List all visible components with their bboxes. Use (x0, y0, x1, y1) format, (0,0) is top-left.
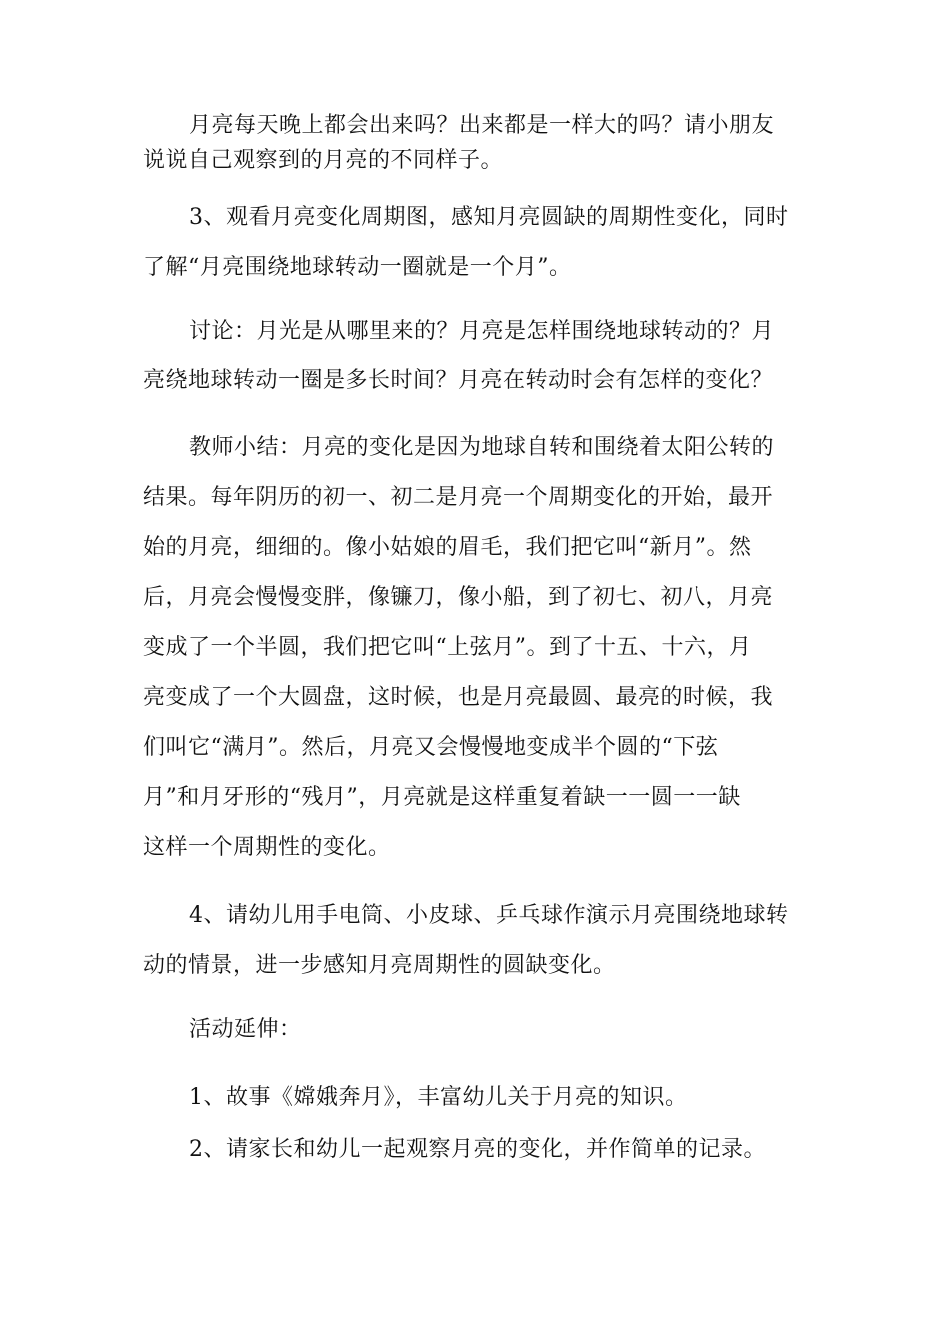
text-line: 3、观看月亮变化周期图，感知月亮圆缺的周期性变化，同时 (189, 205, 789, 230)
text-line: 了解“月亮围绕地球转动一圈就是一个月”。 (143, 255, 572, 280)
text-line: 后，月亮会慢慢变胖，像镰刀，像小船，到了初七、初八，月亮 (143, 585, 774, 610)
text-line: 变成了一个半圆，我们把它叫“上弦月”。到了十五、十六，月 (143, 635, 752, 660)
text-line: 2、请家长和幼儿一起观察月亮的变化，并作简单的记录。 (189, 1137, 766, 1162)
text-line: 亮变成了一个大圆盘，这时候，也是月亮最圆、最亮的时候，我 (143, 685, 774, 710)
text-line: 说说自己观察到的月亮的不同样子。 (143, 148, 504, 173)
text-line: 4、请幼儿用手电筒、小皮球、乒乓球作演示月亮围绕地球转 (189, 903, 789, 928)
text-line: 结果。每年阴历的初一、初二是月亮一个周期变化的开始，最开 (143, 485, 774, 510)
text-line: 动的情景，进一步感知月亮周期性的圆缺变化。 (143, 953, 616, 978)
text-line: 这样一个周期性的变化。 (143, 835, 391, 860)
text-line: 1、故事《嫦娥奔月》，丰富幼儿关于月亮的知识。 (189, 1085, 688, 1110)
text-line: 月亮每天晚上都会出来吗？出来都是一样大的吗？请小朋友 (189, 113, 775, 138)
text-line: 们叫它“满月”。然后，月亮又会慢慢地变成半个圆的“下弦 (143, 735, 719, 760)
text-line: 始的月亮，细细的。像小姑娘的眉毛，我们把它叫“新月”。然 (143, 535, 752, 560)
section-heading: 活动延伸： (189, 1017, 302, 1042)
text-line: 亮绕地球转动一圈是多长时间？月亮在转动时会有怎样的变化？ (143, 368, 774, 393)
text-line: 月”和月牙形的“残月”，月亮就是这样重复着缺一一圆一一缺 (143, 785, 741, 810)
text-line: 教师小结：月亮的变化是因为地球自转和围绕着太阳公转的 (189, 435, 775, 460)
text-line: 讨论：月光是从哪里来的？月亮是怎样围绕地球转动的？月 (189, 319, 775, 344)
